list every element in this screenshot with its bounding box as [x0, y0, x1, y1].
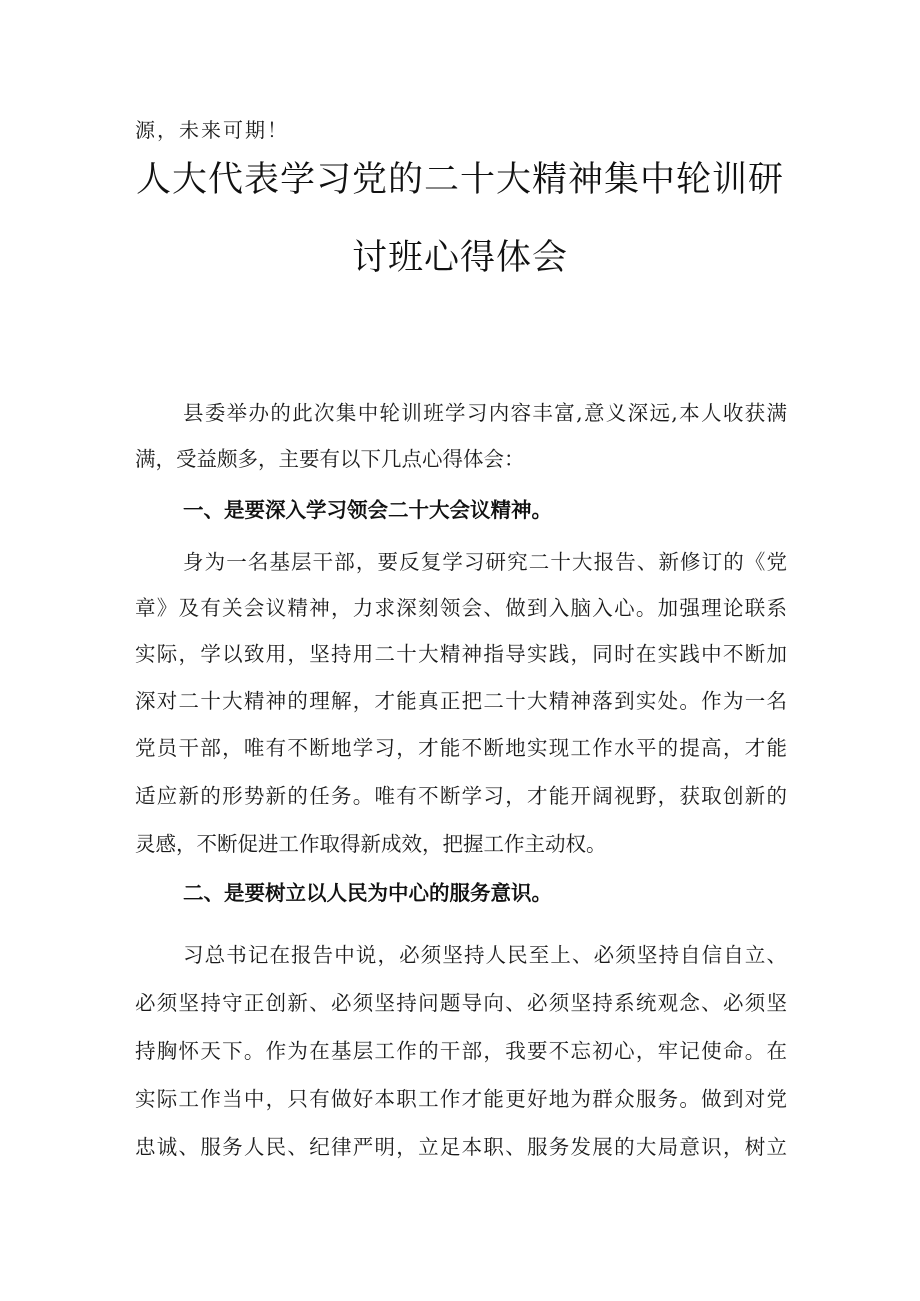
section-2-heading: 二、是要树立以人民为中心的服务意识。	[183, 881, 552, 905]
section-2-line: 持胸怀天下。作为在基层工作的干部，我要不忘初心，牢记使命。在	[135, 1039, 787, 1063]
document-title-line-2: 讨班心得体会	[351, 238, 568, 278]
section-2-line: 习总书记在报告中说，必须坚持人民至上、必须坚持自信自立、	[183, 943, 787, 967]
section-1-line: 灵感，不断促进工作取得新成效，把握工作主动权。	[135, 832, 607, 856]
document-title-line-1: 人大代表学习党的二十大精神集中轮训研	[135, 160, 784, 200]
section-2-line: 必须坚持守正创新、必须坚持问题导向、必须坚持系统观念、必须坚	[135, 991, 787, 1015]
intro-line-1: 县委举办的此次集中轮训班学习内容丰富,意义深远,本人收获满	[183, 401, 787, 425]
section-2-line: 忠诚、服务人民、纪律严明，立足本职、服务发展的大局意识，树立	[135, 1135, 787, 1159]
section-1-line: 党员干部，唯有不断地学习，才能不断地实现工作水平的提高，才能	[135, 736, 787, 760]
section-1-line: 深对二十大精神的理解，才能真正把二十大精神落到实处。作为一名	[135, 689, 787, 713]
section-1-line: 适应新的形势新的任务。唯有不断学习，才能开阔视野，获取创新的	[135, 784, 787, 808]
carry-over-text: 源，未来可期！	[135, 118, 289, 142]
section-1-line: 实际，学以致用，坚持用二十大精神指导实践，同时在实践中不断加	[135, 642, 787, 666]
section-2-line: 实际工作当中，只有做好本职工作才能更好地为群众服务。做到对党	[135, 1087, 787, 1111]
section-1-line: 章》及有关会议精神，力求深刻领会、做到入脑入心。加强理论联系	[135, 596, 787, 620]
intro-line-2: 满，受益颇多，主要有以下几点心得体会：	[135, 447, 525, 471]
section-1-heading: 一、是要深入学习领会二十大会议精神。	[183, 498, 552, 522]
section-1-line: 身为一名基层干部，要反复学习研究二十大报告、新修订的《党	[183, 550, 787, 574]
